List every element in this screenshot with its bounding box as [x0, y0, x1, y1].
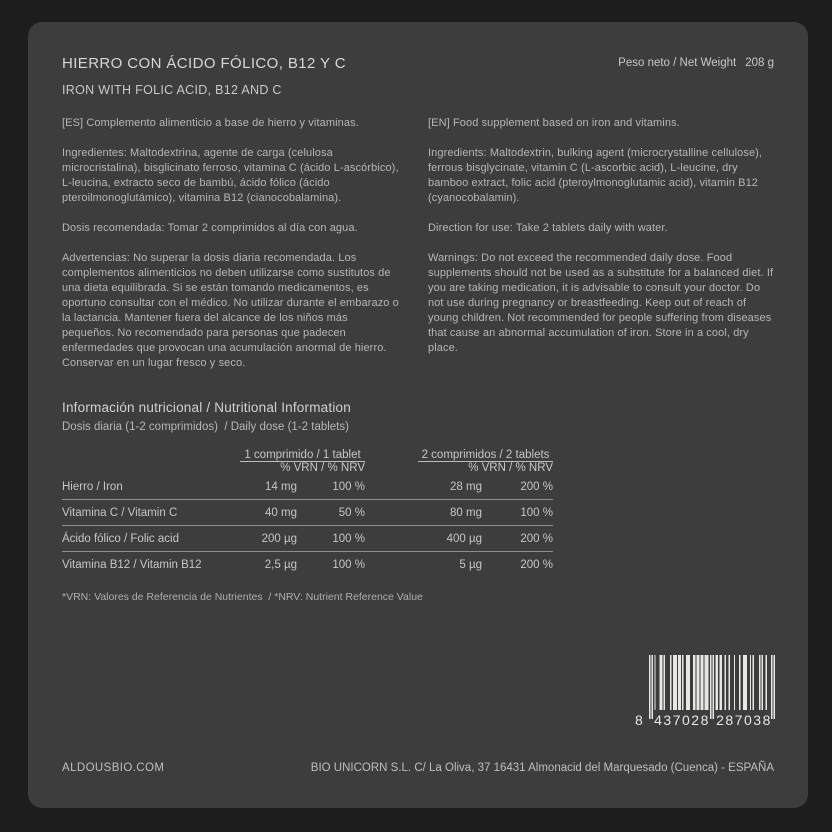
vrn-2tablets: 100 % — [482, 500, 553, 526]
vrn-2tablets: 200 % — [482, 526, 553, 552]
amount-1tablet: 40 mg — [240, 500, 297, 526]
en-dosage-text: Direction for use: Take 2 tablets daily with water. — [428, 222, 668, 234]
en-intro-text: [EN] Food supplement based on iron and vitamins. — [428, 117, 680, 129]
company-address: BIO UNICORN S.L. C/ La Oliva, 37 16431 Almonacid del Marquesado (Cuenca) - ESPAÑA — [310, 762, 774, 774]
barcode-bars-icon — [649, 655, 775, 719]
es-dosage-text: Dosis recomendada: Tomar 2 comprimidos al día con agua. — [62, 222, 358, 234]
column-group-2-tablets: 2 comprimidos / 2 tablets — [418, 449, 553, 462]
net-weight-label: Peso neto / Net Weight — [618, 57, 737, 69]
nutrient-name: Hierro / Iron — [62, 481, 123, 493]
en-ingredients-text: Ingredients: Maltodextrin, bulking agent (microcrystalline cellulose), ferrous bisglycinate, vitamin C (L-ascorbic acid), L-leucine, dry bamboo extract, folic acid (pteroylmonoglutamic acid), vitamin B12 (cyanocobalamin). — [428, 147, 763, 204]
vrn-1tablet: 100 % — [332, 481, 365, 493]
nutrition-footnote: *VRN: Valores de Referencia de Nutrientes / *NRV: Nutrient Reference Value — [62, 591, 423, 603]
table-row-vitamin-b12 — [62, 552, 553, 578]
vrn-1tablet: 100 % — [297, 526, 365, 552]
spanish-column — [62, 116, 400, 371]
label-footer — [62, 762, 774, 774]
column-group-1-tablet: 1 comprimido / 1 tablet — [240, 449, 365, 462]
product-label-card — [28, 22, 808, 808]
vrn-1tablet: 50 % — [297, 500, 365, 526]
nutrition-table — [62, 449, 553, 577]
nutrient-name: Ácido fólico / Folic acid — [62, 526, 240, 552]
product-title-en: IRON WITH FOLIC ACID, B12 AND C — [62, 83, 282, 97]
amount-1tablet: 14 mg — [265, 481, 297, 493]
es-ingredients-text: Ingredientes: Maltodextrina, agente de carga (celulosa microcristalina), bisglicinato ferroso, vitamina C (ácido L-ascórbico), L-leucina, extracto seco de bambú, ácido fólico (ácido pteroilmonoglutámico), vitamina B12 (cianocobalamina). — [62, 147, 399, 204]
vrn-header-2: % VRN / % NRV — [468, 462, 553, 474]
amount-2tablets: 400 µg — [418, 526, 482, 552]
es-warnings-text: Advertencias: No superar la dosis diaria recomendada. Los complementos alimenticios no deben utilizarse como sustitutos de una dieta equilibrada. Si se están tomando medicamentos, es oportuno consultar con el médico. No utilizar durante el embarazo o la lactancia. Mantener fuera del alcance de los niños más pequeños. No recomendado para personas que padecen enfermedades que provocan una acumulación anormal de hierro. Conservar en un lugar fresco y seco. — [62, 252, 399, 369]
vrn-1tablet: 100 % — [297, 552, 365, 578]
label-header — [62, 54, 774, 98]
nutrient-name: Vitamina B12 / Vitamin B12 — [62, 552, 240, 578]
barcode — [635, 655, 776, 739]
barcode-digits-right: 287038 — [716, 712, 772, 728]
net-weight-value: 208 g — [745, 57, 774, 69]
nutrition-section — [62, 400, 586, 614]
table-row-vitamin-c — [62, 500, 553, 526]
table-group-header-row — [62, 449, 553, 462]
vrn-2tablets: 200 % — [482, 552, 553, 578]
bilingual-text-columns — [62, 116, 776, 371]
amount-2tablets: 28 mg — [450, 481, 482, 493]
table-row-iron — [62, 474, 553, 500]
product-title-es: HIERRO CON ÁCIDO FÓLICO, B12 Y C — [62, 55, 346, 72]
amount-2tablets: 5 µg — [418, 552, 482, 578]
en-warnings-text: Warnings: Do not exceed the recommended daily dose. Food supplements should not be used as a substitute for a balanced diet. If you are taking medication, it is advisable to consult your doctor. Do not use during pregnancy or breastfeeding. Keep out of reach of young children. Not recommended for people suffering from diseases that cause an abnormal accumulation of iron. Store in a cool, dry place. — [428, 252, 774, 354]
nutrition-subheading: Dosis diaria (1-2 comprimidos) / Daily dose (1-2 tablets) — [62, 421, 349, 433]
table-vrn-header-row — [62, 462, 553, 475]
net-weight — [618, 57, 774, 69]
nutrition-heading: Información nutricional / Nutritional Information — [62, 400, 351, 415]
barcode-digits-left: 437028 — [654, 712, 710, 728]
title-block — [62, 54, 346, 98]
english-column — [428, 116, 776, 371]
table-row-folic-acid — [62, 526, 553, 552]
vrn-2tablets: 200 % — [520, 481, 553, 493]
website-text: ALDOUSBIO.COM — [62, 762, 165, 774]
es-intro-text: [ES] Complemento alimenticio a base de hierro y vitaminas. — [62, 117, 359, 129]
amount-1tablet: 2,5 µg — [240, 552, 297, 578]
barcode-digit-first: 8 — [635, 712, 643, 728]
amount-2tablets: 80 mg — [418, 500, 482, 526]
label-content — [28, 22, 808, 808]
vrn-header-1: % VRN / % NRV — [280, 462, 365, 474]
nutrient-name: Vitamina C / Vitamin C — [62, 500, 240, 526]
amount-1tablet: 200 µg — [240, 526, 297, 552]
